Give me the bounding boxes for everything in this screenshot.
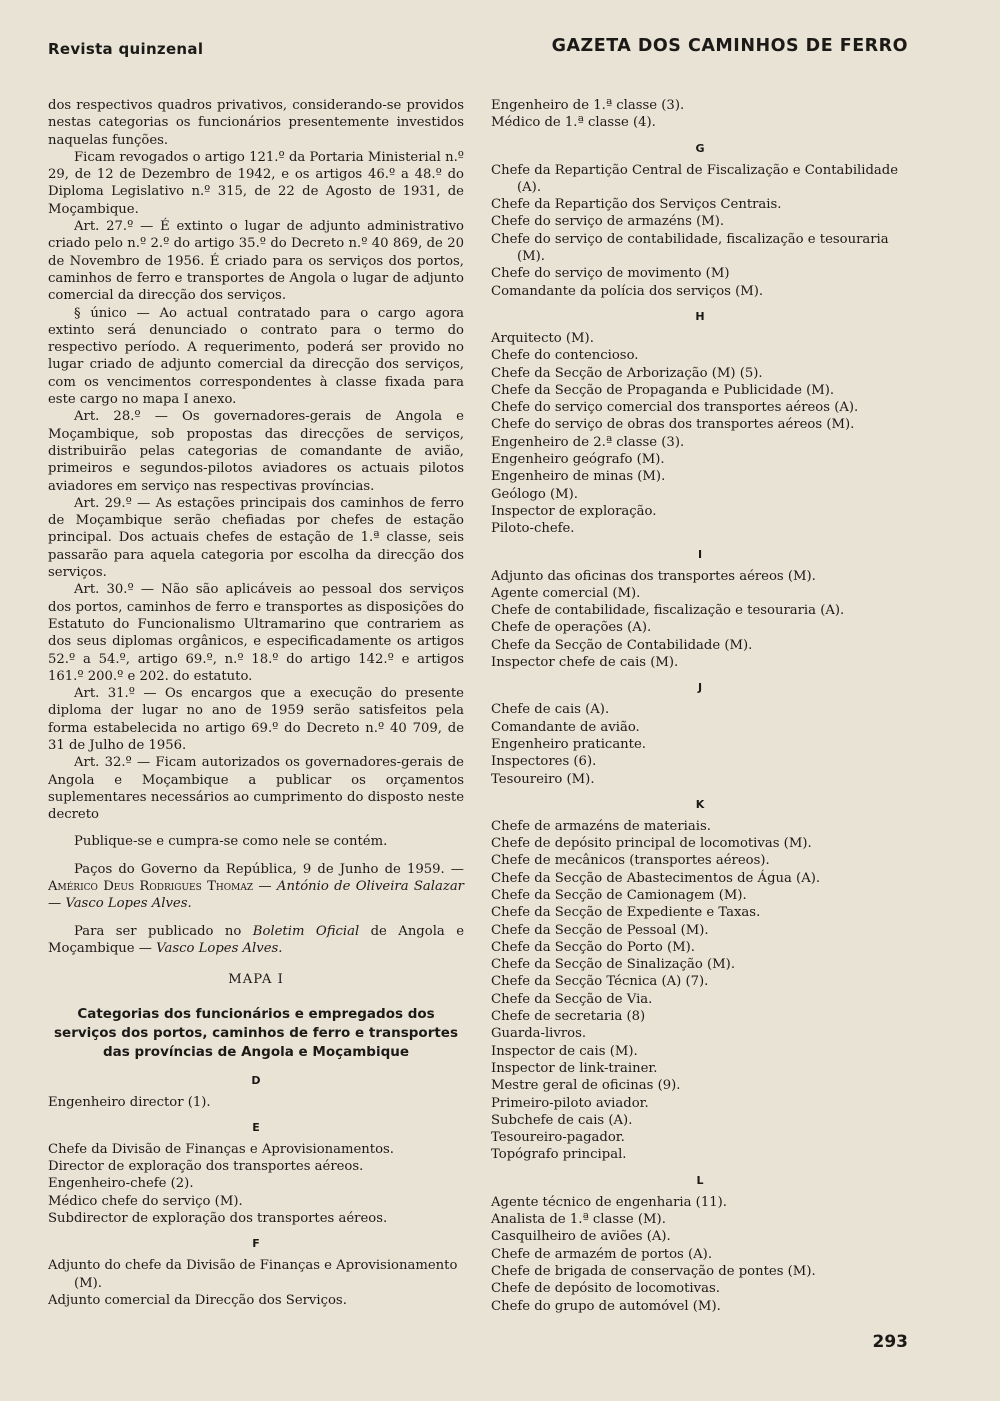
publication-paragraph bbox=[48, 923, 464, 958]
paragraph: Art. 27.º — É extinto o lugar de adjunto administrativo criado pelo n.º 2.º do artigo 35.º do Decreto n.º 40 869, de 20 de Novembro de 1956. É criado para os serviços dos portos, caminhos de ferro e transportes de Angola o lugar de adjunto comercial da direcção dos serviços. bbox=[48, 219, 464, 304]
category-item: Chefe da Secção de Contabilidade (M). bbox=[491, 637, 753, 653]
mapa-title: Categorias dos funcionários e empregados dos serviços dos portos, caminhos de ferro e transportes das províncias de Angola e Moçambique bbox=[54, 1005, 458, 1060]
category-item: Chefe da Secção de Expediente e Taxas. bbox=[491, 905, 761, 921]
left-column bbox=[48, 97, 464, 1309]
category-item: Chefe de contabilidade, fiscalização e tesouraria (A). bbox=[491, 603, 845, 619]
category-item: Chefe do serviço de contabilidade, fiscalização e tesouraria (M). bbox=[491, 231, 889, 265]
category-item: Chefe da Secção de Camionagem (M). bbox=[491, 887, 747, 903]
category-item: Casquilheiro de aviões (A). bbox=[491, 1229, 671, 1245]
category-item: Topógrafo principal. bbox=[491, 1147, 627, 1163]
category-item: Mestre geral de oficinas (9). bbox=[491, 1078, 681, 1094]
category-item: Chefe da Secção de Sinalização (M). bbox=[491, 957, 736, 973]
category-list-left bbox=[48, 1074, 464, 1310]
category-item: Inspector de exploração. bbox=[491, 503, 657, 519]
category-item: Engenheiro director (1). bbox=[48, 1094, 211, 1110]
section-letter: J bbox=[697, 681, 703, 695]
category-item: Chefe da Divisão de Finanças e Aprovisionamentos. bbox=[48, 1141, 394, 1157]
category-item: Chefe do grupo de automóvel (M). bbox=[491, 1298, 721, 1314]
category-item: Chefe de depósito principal de locomotivas (M). bbox=[491, 836, 812, 852]
category-item: Chefe de depósito de locomotivas. bbox=[491, 1281, 720, 1297]
category-item: Adjunto comercial da Direcção dos Serviços. bbox=[48, 1292, 347, 1308]
category-item: Tesoureiro (M). bbox=[491, 771, 595, 787]
category-item: Engenheiro geógrafo (M). bbox=[491, 452, 665, 468]
category-item: Agente comercial (M). bbox=[491, 585, 641, 601]
category-list-right bbox=[491, 142, 909, 1315]
category-item: Médico de 1.ª classe (4). bbox=[491, 115, 656, 131]
category-item: Médico chefe do serviço (M). bbox=[48, 1193, 243, 1209]
paragraph: Publique-se e cumpra-se como nele se contém. bbox=[74, 834, 388, 850]
category-item: Comandante de avião. bbox=[491, 719, 640, 735]
category-item: Chefe da Secção do Porto (M). bbox=[491, 939, 695, 955]
paragraph: Art. 32.º — Ficam autorizados os governadores-gerais de Angola e Moçambique a publicar os orçamentos suplementares necessários ao cumprimento do disposto neste decreto bbox=[48, 755, 464, 823]
category-item: Chefe do serviço de obras dos transportes aéreos (M). bbox=[491, 417, 855, 433]
category-item: Adjunto do chefe da Divisão de Finanças e Aprovisionamento (M). bbox=[48, 1258, 458, 1291]
category-item: Inspector chefe de cais (M). bbox=[491, 655, 679, 671]
category-item: Chefe de armazém de portos (A). bbox=[491, 1246, 713, 1262]
text: Para ser publicado no bbox=[74, 923, 253, 939]
text: Vasco Lopes Alves. bbox=[156, 940, 283, 956]
separator: — bbox=[253, 879, 277, 895]
category-item: Chefe da Repartição dos Serviços Centrais. bbox=[491, 197, 782, 213]
category-item: Chefe do serviço comercial dos transportes aéreos (A). bbox=[491, 400, 859, 416]
section-letter: L bbox=[696, 1173, 704, 1187]
category-item: Engenheiro de 2.ª classe (3). bbox=[491, 434, 685, 450]
category-list-continued bbox=[491, 97, 909, 132]
category-item: Chefe do serviço de movimento (M) bbox=[491, 266, 730, 282]
category-item: Chefe da Secção de Abastecimentos de Água (A). bbox=[491, 870, 821, 886]
category-item: Arquitecto (M). bbox=[491, 330, 594, 346]
paragraph: Art. 29.º — As estações principais dos caminhos de ferro de Moçambique serão chefiadas por chefes de estação principal. Dos actuais chefes de estação de 1.ª classe, seis passarão para aquela categoria por escolha da direcção dos serviços. bbox=[48, 495, 464, 581]
category-item: Primeiro-piloto aviador. bbox=[491, 1095, 649, 1111]
category-item: Engenheiro de minas (M). bbox=[491, 469, 666, 485]
signature-paragraph bbox=[48, 861, 464, 913]
category-item: Piloto-chefe. bbox=[491, 521, 575, 537]
category-item: Engenheiro praticante. bbox=[491, 736, 646, 752]
category-item: Chefe de operações (A). bbox=[491, 620, 652, 636]
paragraph: Art. 30.º — Não são aplicáveis ao pessoal dos serviços dos portos, caminhos de ferro e transportes as disposições do Estatuto do Funcionalismo Ultramarino que contrariem as dos seus diplomas orgânicos, e especificadamente os artigos 52.º a 54.º, artigo 69.º, n.º 18.º do artigo 142.º e artigos 161.º 200.º e 202. do estatuto. bbox=[48, 582, 464, 684]
section-letter: E bbox=[252, 1120, 260, 1134]
category-item: Chefe da Repartição Central de Fiscalização e Contabilidade (A). bbox=[491, 162, 899, 195]
category-item: Engenheiro-chefe (2). bbox=[48, 1176, 194, 1192]
signature-date: Paços do Governo da República, 9 de Junho de 1959. — bbox=[74, 861, 464, 877]
category-item: Tesoureiro-pagador. bbox=[491, 1130, 625, 1146]
category-item: Guarda-livros. bbox=[491, 1026, 587, 1042]
paragraph: Ficam revogados o artigo 121.º da Portaria Ministerial n.º 29, de 12 de Dezembro de 1942, e os artigos 46.º a 48.º do Diploma Legislativo n.º 315, de 22 de Agosto de 1931, de Moçambique. bbox=[48, 149, 464, 217]
signatory-name: Américo Deus Rodrigues Thomaz bbox=[48, 879, 254, 895]
mapa-heading: MAPA I bbox=[228, 972, 284, 988]
category-item: Director de exploração dos transportes aéreos. bbox=[48, 1159, 364, 1175]
section-letter: D bbox=[251, 1073, 261, 1087]
category-item: Chefe de armazéns de materiais. bbox=[491, 818, 711, 834]
section-letter: H bbox=[695, 309, 705, 323]
category-item: Chefe do contencioso. bbox=[491, 348, 639, 364]
category-item: Agente técnico de engenharia (11). bbox=[491, 1194, 727, 1210]
category-item: Adjunto das oficinas dos transportes aéreos (M). bbox=[491, 568, 816, 584]
text: de Angola e Moçambique — bbox=[48, 923, 465, 956]
paragraph: Art. 28.º — Os governadores-gerais de Angola e Moçambique, sob propostas das direcções de serviços, distribuirão pelas categorias de comandante de avião, primeiros e segundos-pilotos aviadores os actuais pilotos aviadores em serviço nas respectivas províncias. bbox=[48, 409, 464, 494]
category-item: Geólogo (M). bbox=[491, 486, 578, 502]
category-item: Chefe de brigada de conservação de pontes (M). bbox=[491, 1263, 816, 1279]
category-item: Subchefe de cais (A). bbox=[491, 1112, 633, 1128]
category-item: Inspector de cais (M). bbox=[491, 1043, 638, 1059]
category-item: Inspectores (6). bbox=[491, 754, 597, 770]
category-item: Chefe da Secção de Via. bbox=[491, 991, 653, 1007]
category-item: Chefe de cais (A). bbox=[491, 702, 610, 718]
category-item: Comandante da polícia dos serviços (M). bbox=[491, 283, 764, 299]
section-letter: K bbox=[695, 797, 705, 811]
category-item: Chefe do serviço de armazéns (M). bbox=[491, 214, 725, 230]
category-item: Chefe da Secção de Propaganda e Publicidade (M). bbox=[491, 382, 835, 398]
running-header-right: GAZETA DOS CAMINHOS DE FERRO bbox=[551, 36, 908, 56]
category-item: Chefe da Secção Técnica (A) (7). bbox=[491, 974, 709, 990]
category-item: Analista de 1.ª classe (M). bbox=[491, 1212, 666, 1228]
category-item: Subdirector de exploração dos transportes aéreos. bbox=[48, 1211, 388, 1227]
paragraph: Art. 31.º — Os encargos que a execução do presente diploma der lugar no ano de 1959 serão satisfeitos pela forma estabelecida no artigo 69.º do Decreto n.º 40 709, de 31 de Julho de 1956. bbox=[48, 686, 464, 753]
category-item: Chefe de mecânicos (transportes aéreos). bbox=[491, 853, 770, 869]
paragraph: dos respectivos quadros privativos, considerando-se providos nestas categorias os funcionários presentemente investidos naquelas funções. bbox=[48, 98, 464, 148]
paragraph: § único — Ao actual contratado para o cargo agora extinto será denunciado o contrato para o termo do respectivo período. A requerimento, poderá ser provido no lugar criado de adjunto comercial da direcção dos serviços, com os vencimentos correspondentes à classe fixada para este cargo no mapa I anexo. bbox=[48, 305, 464, 408]
running-header-left: Revista quinzenal bbox=[48, 40, 204, 58]
section-letter: F bbox=[252, 1237, 260, 1251]
page-number: 293 bbox=[872, 1332, 908, 1352]
category-item: Chefe da Secção de Pessoal (M). bbox=[491, 922, 709, 938]
section-letter: I bbox=[697, 547, 703, 561]
category-item: Inspector de link-trainer. bbox=[491, 1060, 658, 1076]
text: Boletim Oficial bbox=[252, 923, 360, 939]
signatory-names: António de Oliveira Salazar — Vasco Lopes Alves. bbox=[48, 879, 464, 912]
category-item: Chefe da Secção de Arborização (M) (5). bbox=[491, 365, 763, 381]
category-item: Engenheiro de 1.ª classe (3). bbox=[491, 98, 685, 113]
right-column bbox=[491, 97, 909, 1315]
category-item: Chefe de secretaria (8) bbox=[491, 1009, 646, 1025]
section-letter: G bbox=[695, 141, 705, 155]
